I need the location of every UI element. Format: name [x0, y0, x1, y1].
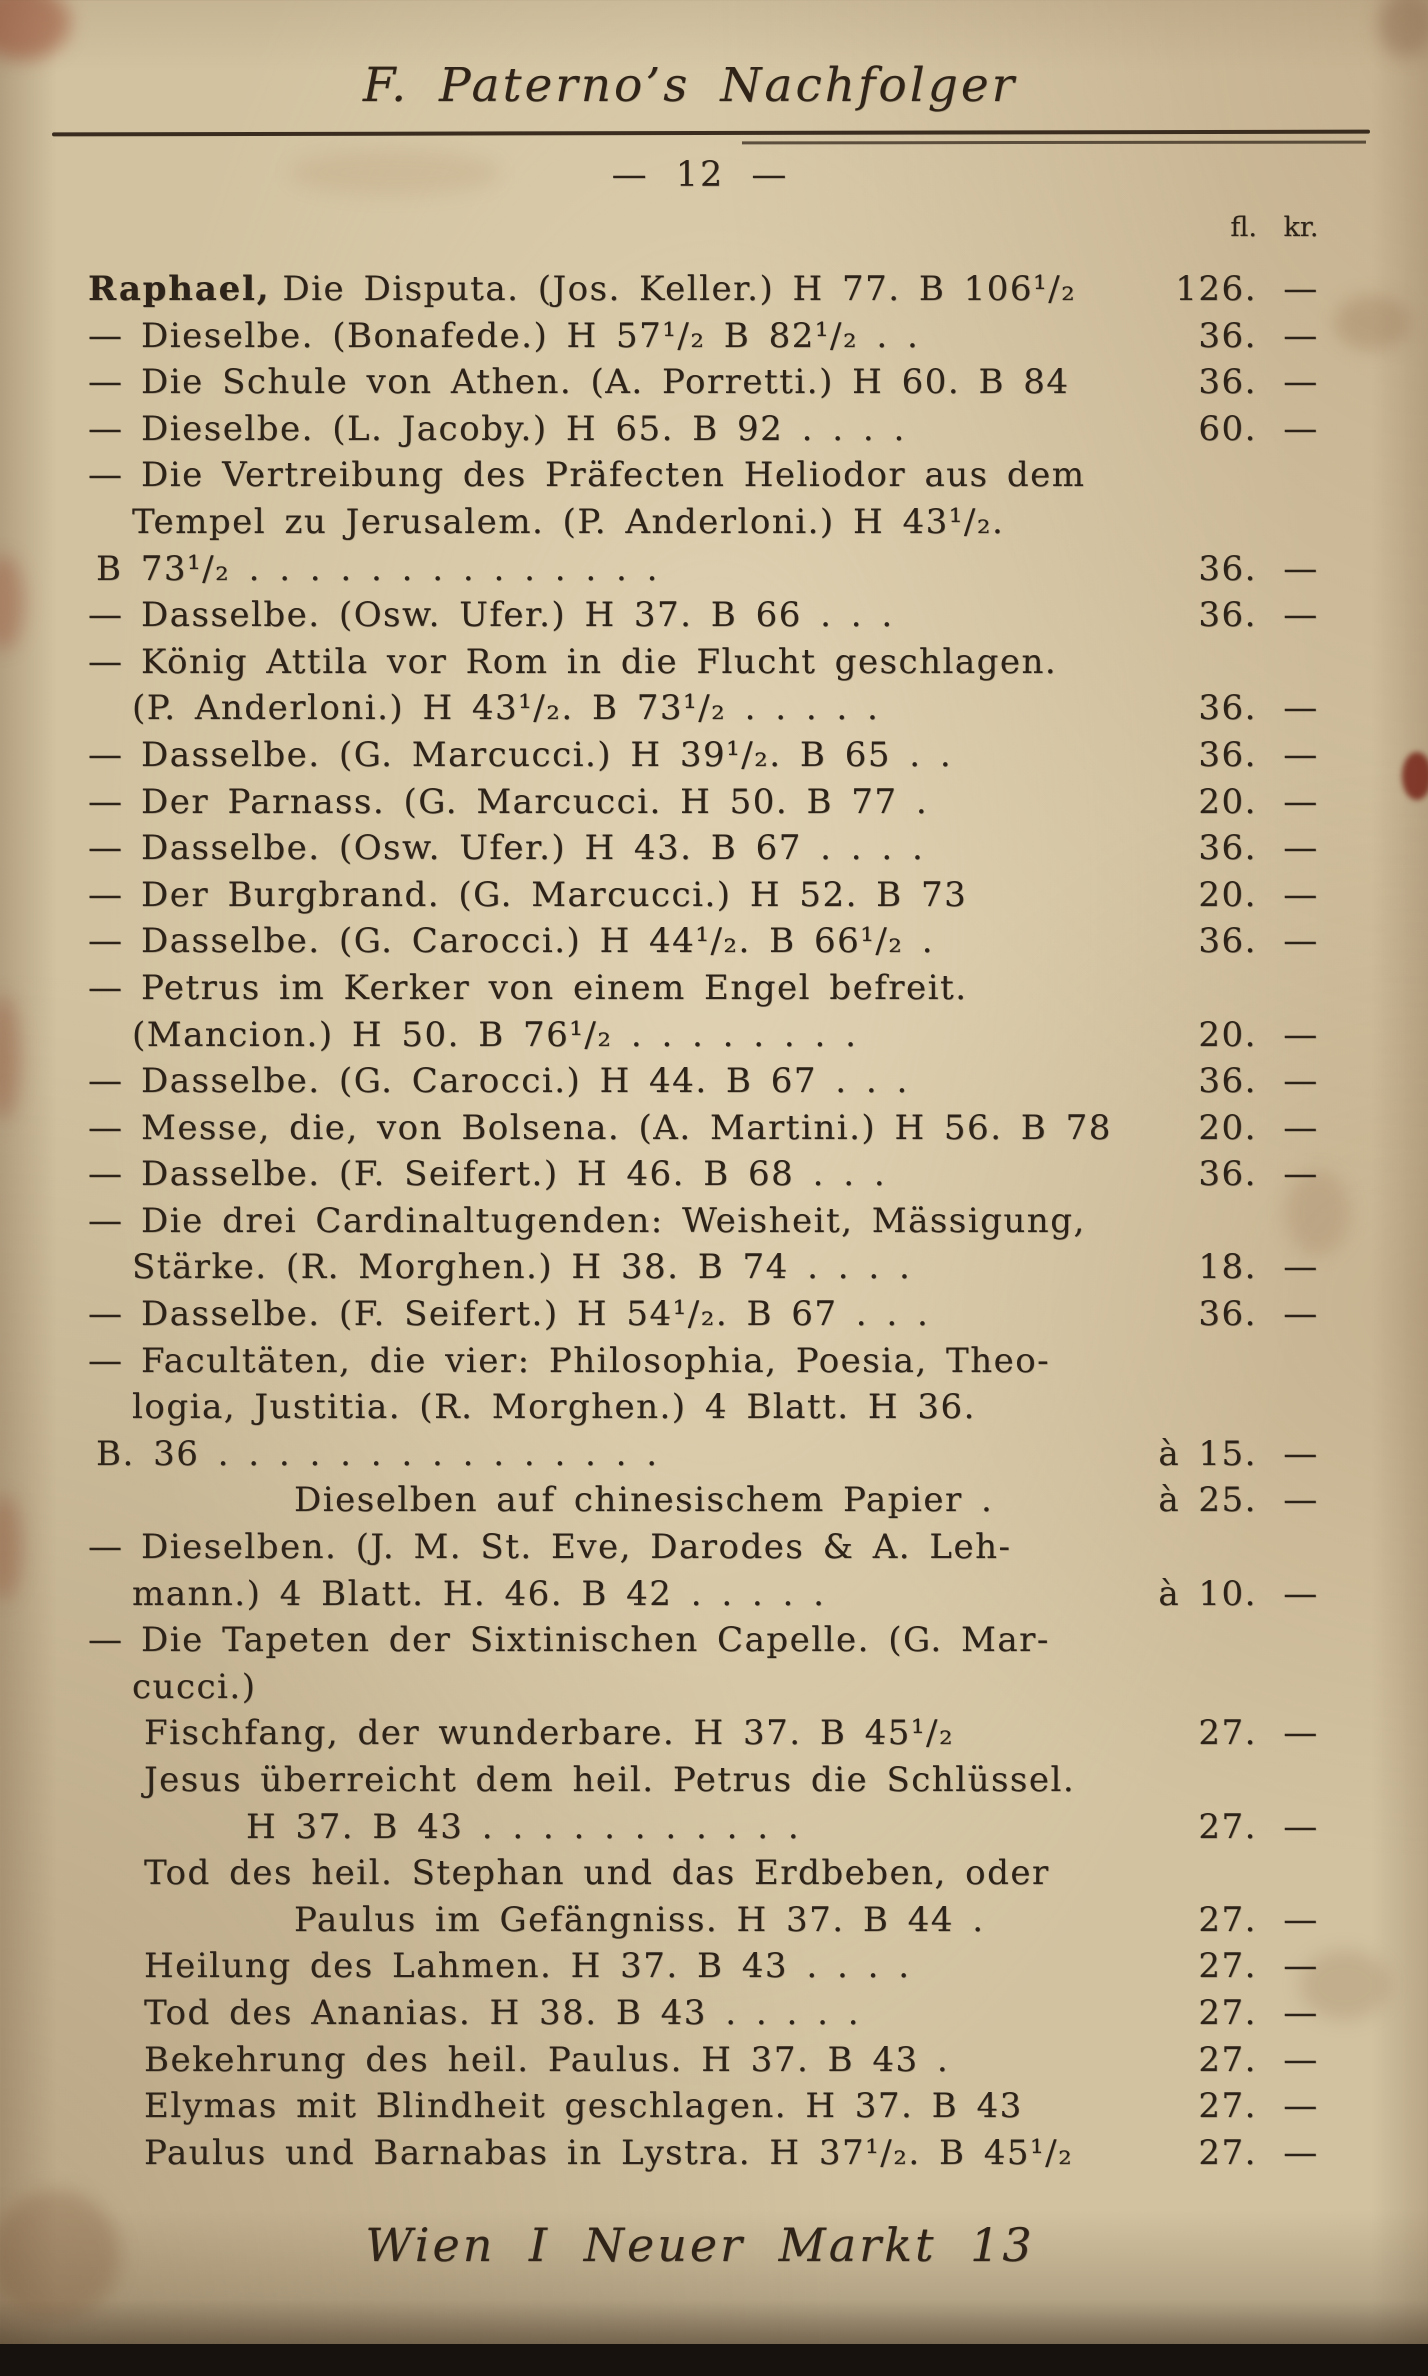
price-fl: 36. [1198, 688, 1257, 729]
line-text: H 37. B 43 . . . . . . . . . . . [246, 1806, 801, 1847]
price-fl: 27. [1198, 2039, 1257, 2080]
line-lead: — [88, 408, 124, 449]
catalog-line [88, 2083, 1352, 2130]
line-lead: — [88, 1340, 124, 1381]
catalog-line [88, 1897, 1352, 1944]
catalog-line [88, 732, 1352, 779]
price-kr: — [1283, 874, 1319, 915]
line-lead: — [88, 1061, 124, 1102]
line-text: Elymas mit Blindheit geschlagen. H 37. B 43 [144, 2086, 1023, 2127]
stain-blob [0, 555, 24, 650]
line-lead: — [88, 921, 124, 962]
line-text: Dasselbe. (F. Seifert.) H 54¹/₂. B 67 . . . [141, 1294, 930, 1335]
price-fl: 20. [1198, 874, 1257, 915]
catalog-line [88, 2130, 1352, 2177]
price-kr: — [1283, 1247, 1319, 1288]
line-text: Facultäten, die vier: Philosophia, Poesia, Theo- [141, 1340, 1051, 1381]
line-lead: — [88, 1200, 124, 1241]
line-lead: — [88, 734, 124, 775]
stain-blob [0, 995, 20, 1120]
catalog-lines [88, 266, 1352, 2176]
catalog-line [88, 359, 1352, 406]
catalog-line [88, 965, 1352, 1012]
price-kr: — [1283, 1294, 1319, 1335]
line-text: Die Disputa. (Jos. Keller.) H 77. B 106¹/₂ [282, 269, 1077, 309]
price-kr: — [1283, 315, 1319, 356]
line-lead: — [88, 362, 124, 403]
kr-column-header: kr. [1283, 212, 1319, 243]
price-fl: 36. [1198, 921, 1257, 962]
price-fl: 126. [1175, 269, 1257, 309]
price-fl: 36. [1198, 734, 1257, 775]
line-text: Tod des heil. Stephan und das Erdbeben, oder [144, 1853, 1050, 1894]
price-fl: 27. [1198, 1992, 1257, 2033]
price-fl: 36. [1198, 595, 1257, 636]
line-text: Stärke. (R. Morghen.) H 38. B 74 . . . . [132, 1247, 912, 1288]
price-fl: 36. [1198, 1294, 1257, 1335]
catalog-line [88, 546, 1352, 593]
line-text: B 73¹/₂ . . . . . . . . . . . . . . [96, 548, 659, 589]
catalog-line [88, 1431, 1352, 1478]
price-fl: 20. [1198, 1107, 1257, 1148]
price-fl: à 10. [1158, 1573, 1257, 1614]
catalog-line [88, 685, 1352, 732]
line-text: Dasselbe. (Osw. Ufer.) H 43. B 67 . . . . [141, 828, 925, 869]
catalog-line [88, 1384, 1352, 1431]
catalog-line [88, 592, 1352, 639]
price-kr: — [1283, 1946, 1319, 1987]
line-lead: — [88, 828, 124, 869]
price-fl: 36. [1198, 1154, 1257, 1195]
line-lead: — [88, 1154, 124, 1195]
catalog-line [88, 1105, 1352, 1152]
line-text: Paulus im Gefängniss. H 37. B 44 . [294, 1899, 985, 1940]
line-text: Die drei Cardinaltugenden: Weisheit, Mässigung, [141, 1200, 1086, 1241]
price-fl: 27. [1198, 1806, 1257, 1847]
price-fl: 18. [1198, 1247, 1257, 1288]
catalog-line [88, 639, 1352, 686]
price-kr: — [1283, 828, 1319, 869]
line-text: cucci.) [132, 1666, 257, 1707]
stain-blob [1402, 752, 1428, 800]
line-lead: — [88, 595, 124, 636]
price-kr: — [1283, 1154, 1319, 1195]
price-kr: — [1283, 1061, 1319, 1102]
price-kr: — [1283, 595, 1319, 636]
page-number: — 12 — [611, 155, 789, 195]
line-text: (Mancion.) H 50. B 76¹/₂ . . . . . . . . [132, 1014, 858, 1055]
catalog-line [88, 1617, 1352, 1664]
line-lead: — [88, 967, 124, 1008]
price-kr: — [1283, 1480, 1319, 1521]
catalog-line [88, 918, 1352, 965]
line-text: Dasselbe. (Osw. Ufer.) H 37. B 66 . . . [141, 595, 894, 636]
line-text: Dieselbe. (L. Jacoby.) H 65. B 92 . . . . [141, 408, 906, 449]
line-text: Dieselbe. (Bonafede.) H 57¹/₂ B 82¹/₂ . . [141, 315, 920, 356]
line-text: Dasselbe. (G. Carocci.) H 44. B 67 . . . [141, 1061, 909, 1102]
scan-bottom-edge [0, 2344, 1428, 2376]
stain-blob [1378, 0, 1428, 57]
line-lead: — [88, 781, 124, 822]
catalog-line [88, 1664, 1352, 1711]
price-fl: 27. [1198, 2086, 1257, 2127]
price-fl: 36. [1198, 362, 1257, 403]
line-text: Petrus im Kerker von einem Engel befreit. [141, 967, 968, 1008]
line-text: Dasselbe. (G. Marcucci.) H 39¹/₂. B 65 . . [141, 734, 953, 775]
price-kr: — [1283, 1433, 1319, 1474]
price-kr: — [1283, 548, 1319, 589]
line-text: mann.) 4 Blatt. H. 46. B 42 . . . . . [132, 1573, 826, 1614]
price-fl: 60. [1198, 408, 1257, 449]
line-lead: — [88, 874, 124, 915]
price-kr: — [1283, 1107, 1319, 1148]
line-text: Bekehrung des heil. Paulus. H 37. B 43 . [144, 2039, 950, 2080]
price-kr: — [1283, 408, 1319, 449]
catalog-line [88, 499, 1352, 546]
line-text: König Attila vor Rom in die Flucht geschlagen. [141, 641, 1058, 682]
price-kr: — [1283, 734, 1319, 775]
line-text: Tod des Ananias. H 38. B 43 . . . . . [144, 1992, 861, 2033]
catalog-line [88, 1291, 1352, 1338]
catalog-line [88, 1850, 1352, 1897]
header-rule [52, 130, 1370, 137]
catalog-line [88, 1058, 1352, 1105]
line-text: Dieselben. (J. M. St. Eve, Darodes & A. Leh- [141, 1527, 1012, 1568]
line-text: Messe, die, von Bolsena. (A. Martini.) H 56. B 78 [141, 1107, 1112, 1148]
catalog-line [88, 1804, 1352, 1851]
price-fl: 27. [1198, 1946, 1257, 1987]
line-lead: — [88, 1527, 124, 1568]
line-text: Dasselbe. (G. Carocci.) H 44¹/₂. B 66¹/₂ . [141, 921, 935, 962]
price-fl: 36. [1198, 1061, 1257, 1102]
line-text: Dieselben auf chinesischem Papier . [294, 1480, 994, 1521]
price-kr: — [1283, 688, 1319, 729]
catalog-line [88, 1990, 1352, 2037]
line-text: logia, Justitia. (R. Morghen.) 4 Blatt. H 36. [132, 1387, 976, 1428]
line-text: Fischfang, der wunderbare. H 37. B 45¹/₂ [144, 1713, 955, 1754]
catalog-line [88, 1524, 1352, 1571]
price-fl: à 25. [1158, 1480, 1257, 1521]
publisher-title: F. Paterno’s Nachfolger [362, 58, 1018, 113]
catalog-line [88, 452, 1352, 499]
price-kr: — [1283, 1899, 1319, 1940]
line-text: Der Burgbrand. (G. Marcucci.) H 52. B 73 [141, 874, 968, 915]
price-kr: — [1283, 921, 1319, 962]
catalog-line [88, 1477, 1352, 1524]
price-kr: — [1283, 1806, 1319, 1847]
price-fl: 36. [1198, 315, 1257, 356]
price-fl: 27. [1198, 1899, 1257, 1940]
catalog-line [88, 2037, 1352, 2084]
line-lead: — [88, 1107, 124, 1148]
price-fl: 20. [1198, 781, 1257, 822]
line-text: Der Parnass. (G. Marcucci. H 50. B 77 . [141, 781, 929, 822]
footer-address: Wien I Neuer Markt 13 [365, 2218, 1035, 2272]
price-kr: — [1283, 2039, 1319, 2080]
price-fl: 27. [1198, 1713, 1257, 1754]
catalog-line [88, 825, 1352, 872]
line-text: Paulus und Barnabas in Lystra. H 37¹/₂. B 45¹/₂ [144, 2132, 1074, 2173]
price-kr: — [1283, 2086, 1319, 2127]
catalog-line [88, 313, 1352, 360]
catalog-line [88, 1571, 1352, 1618]
line-text: B. 36 . . . . . . . . . . . . . . . [96, 1433, 659, 1474]
price-kr: — [1283, 2132, 1319, 2173]
line-text: Tempel zu Jerusalem. (P. Anderloni.) H 43¹/₂. [132, 501, 1005, 542]
line-lead: — [88, 641, 124, 682]
catalog-line [88, 1012, 1352, 1059]
price-fl: 36. [1198, 828, 1257, 869]
line-text: Heilung des Lahmen. H 37. B 43 . . . . [144, 1946, 911, 1987]
price-kr: — [1283, 1992, 1319, 2033]
stain-blob [0, 0, 70, 60]
price-kr: — [1283, 1014, 1319, 1055]
price-fl: 27. [1198, 2132, 1257, 2173]
catalog-line [88, 1244, 1352, 1291]
line-lead: — [88, 1294, 124, 1335]
catalog-line [88, 1757, 1352, 1804]
scan-bottom-shadow [0, 2300, 1428, 2346]
price-kr: — [1283, 781, 1319, 822]
price-kr: — [1283, 1573, 1319, 1614]
catalog-line [88, 1198, 1352, 1245]
fl-column-header: fl. [1230, 212, 1257, 243]
catalog-line [88, 872, 1352, 919]
price-kr: — [1283, 362, 1319, 403]
price-fl: 20. [1198, 1014, 1257, 1055]
price-fl: 36. [1198, 548, 1257, 589]
price-fl: à 15. [1158, 1433, 1257, 1474]
line-text: Die Schule von Athen. (A. Porretti.) H 60. B 84 [141, 362, 1070, 403]
line-lead: Raphael, [88, 269, 271, 309]
line-text: Die Vertreibung des Präfecten Heliodor aus dem [141, 455, 1086, 496]
catalog-line [88, 406, 1352, 453]
line-text: Die Tapeten der Sixtinischen Capelle. (G. Mar- [141, 1620, 1050, 1661]
catalog-line [88, 266, 1352, 313]
stain-blob [0, 1495, 22, 1600]
catalog-line [88, 1710, 1352, 1757]
line-lead: — [88, 455, 124, 496]
header-rule-echo [742, 141, 1366, 144]
line-text: (P. Anderloni.) H 43¹/₂. B 73¹/₂ . . . . . [132, 688, 880, 729]
line-text: Jesus überreicht dem heil. Petrus die Schlüssel. [144, 1760, 1076, 1800]
catalog-line [88, 1338, 1352, 1385]
catalog-line [88, 1943, 1352, 1990]
price-column-headers [88, 212, 1352, 250]
catalog-line [88, 1151, 1352, 1198]
line-lead: — [88, 315, 124, 356]
catalog-line [88, 779, 1352, 826]
line-text: Dasselbe. (F. Seifert.) H 46. B 68 . . . [141, 1154, 887, 1195]
price-kr: — [1283, 269, 1319, 309]
line-lead: — [88, 1620, 124, 1661]
price-kr: — [1283, 1713, 1319, 1754]
